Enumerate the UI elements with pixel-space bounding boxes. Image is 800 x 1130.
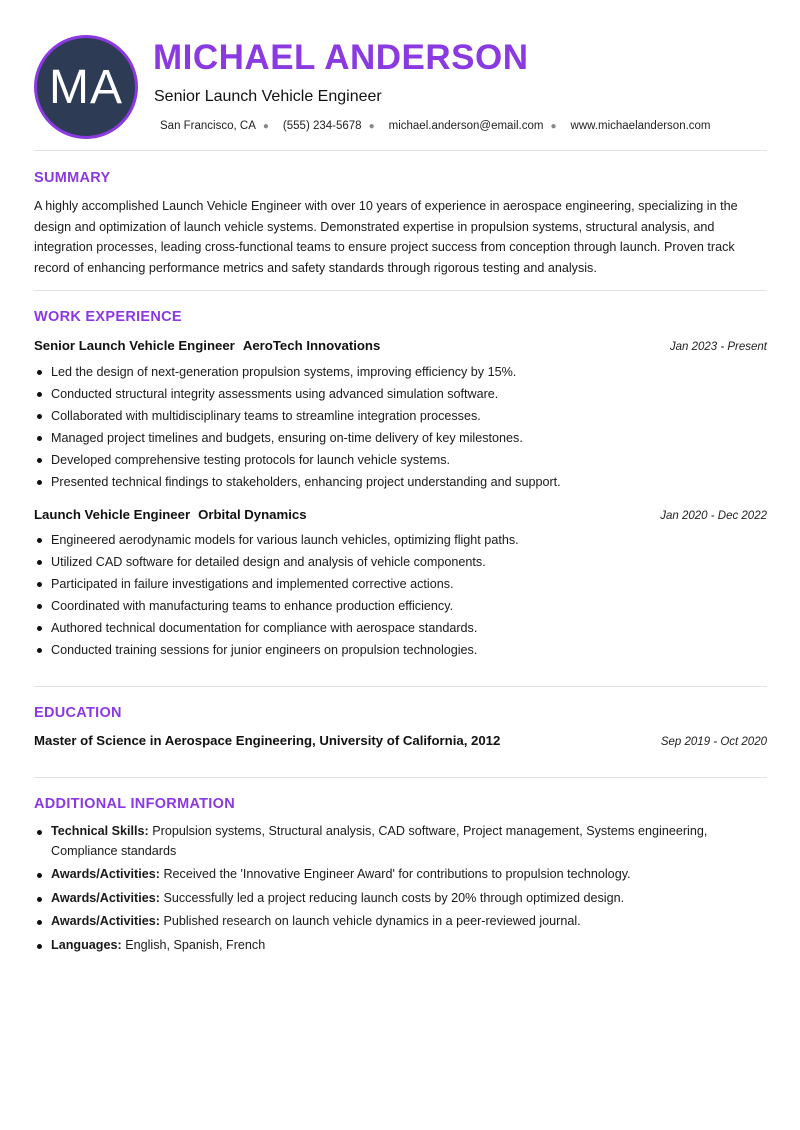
contact-bar xyxy=(160,120,711,132)
item-text: English, Spanish, French xyxy=(125,937,266,952)
divider xyxy=(34,150,767,151)
item-label: Awards/Activities: xyxy=(51,867,160,881)
resume-header xyxy=(0,0,800,150)
education-degree: Master of Science in Aerospace Engineering, University of California, 2012 xyxy=(34,733,501,748)
candidate-name: MICHAEL ANDERSON xyxy=(153,38,529,77)
list-item: Conducted structural integrity assessments using advanced simulation software. xyxy=(34,383,767,405)
contact-phone: (555) 234-5678 xyxy=(282,120,362,132)
item-text: Published research on launch vehicle dynamics in a peer-reviewed journal. xyxy=(163,914,581,928)
job-bullets xyxy=(34,529,767,661)
separator-dot-icon: ● xyxy=(368,120,375,132)
job-bullets xyxy=(34,361,767,493)
contact-location: San Francisco, CA xyxy=(160,120,256,132)
list-item xyxy=(34,822,767,861)
divider xyxy=(34,686,767,687)
item-text: Received the 'Innovative Engineer Award' for contributions to propulsion technology. xyxy=(163,867,631,881)
list-item: Developed comprehensive testing protocols for launch vehicle systems. xyxy=(34,449,767,471)
list-item: Participated in failure investigations and implemented corrective actions. xyxy=(34,573,767,595)
job-dates: Jan 2023 - Present xyxy=(669,341,767,353)
education-dates: Sep 2019 - Oct 2020 xyxy=(660,736,767,748)
job-header xyxy=(34,507,767,522)
separator-dot-icon: ● xyxy=(550,120,557,132)
job-role: Senior Launch Vehicle Engineer xyxy=(34,338,235,353)
additional-list xyxy=(34,822,767,959)
education-heading: EDUCATION xyxy=(34,705,122,721)
list-item: Conducted training sessions for junior engineers on propulsion technologies. xyxy=(34,639,767,661)
job-role: Launch Vehicle Engineer xyxy=(34,507,191,522)
job-dates: Jan 2020 - Dec 2022 xyxy=(660,510,767,522)
job-company: Orbital Dynamics xyxy=(198,507,307,522)
list-item xyxy=(34,912,767,932)
list-item: Engineered aerodynamic models for various launch vehicles, optimizing flight paths. xyxy=(34,529,767,551)
list-item: Managed project timelines and budgets, ensuring on-time delivery of key milestones. xyxy=(34,427,767,449)
list-item: Coordinated with manufacturing teams to enhance production efficiency. xyxy=(34,595,767,617)
list-item xyxy=(34,889,767,909)
item-label: Awards/Activities: xyxy=(51,914,160,928)
job-company: AeroTech Innovations xyxy=(242,338,381,353)
list-item: Utilized CAD software for detailed design and analysis of vehicle components. xyxy=(34,551,767,573)
separator-dot-icon: ● xyxy=(262,120,269,132)
list-item: Collaborated with multidisciplinary teams to streamline integration processes. xyxy=(34,405,767,427)
list-item: Led the design of next-generation propulsion systems, improving efficiency by 15%. xyxy=(34,361,767,383)
item-label: Languages: xyxy=(51,937,122,952)
summary-text: A highly accomplished Launch Vehicle Engineer with over 10 years of experience in aerospace engineering, specializing in the design and optimization of launch vehicle systems. Demonstrated expertise in propulsion systems, structural analysis, and integration processes, leading cross-functional teams to ensure project success from conception through launch. Proven track record of enhancing performance metrics and safety standards through rigorous testing and analysis. xyxy=(34,199,738,275)
contact-website: www.michaelanderson.com xyxy=(570,120,711,132)
summary-heading: SUMMARY xyxy=(34,170,111,186)
job-header xyxy=(34,338,767,353)
job-role-line xyxy=(34,507,307,522)
list-item: Authored technical documentation for compliance with aerospace standards. xyxy=(34,617,767,639)
item-label: Technical Skills: xyxy=(51,824,149,838)
education-entry xyxy=(34,733,767,748)
avatar xyxy=(34,35,138,139)
additional-heading: ADDITIONAL INFORMATION xyxy=(34,796,235,812)
list-item xyxy=(34,936,767,956)
experience-heading: WORK EXPERIENCE xyxy=(34,309,182,325)
list-item xyxy=(34,865,767,885)
item-text: Successfully led a project reducing launch costs by 20% through optimized design. xyxy=(163,890,625,905)
item-text: Propulsion systems, Structural analysis, CAD software, Project management, Systems engineering, Compliance standards xyxy=(51,824,708,858)
job-role-line xyxy=(34,338,380,353)
contact-email: michael.anderson@email.com xyxy=(388,120,544,132)
divider xyxy=(34,290,767,291)
avatar-initials: MA xyxy=(49,60,123,114)
candidate-title: Senior Launch Vehicle Engineer xyxy=(154,88,382,105)
divider xyxy=(34,777,767,778)
item-label: Awards/Activities: xyxy=(51,890,160,905)
list-item: Presented technical findings to stakeholders, enhancing project understanding and support. xyxy=(34,471,767,493)
